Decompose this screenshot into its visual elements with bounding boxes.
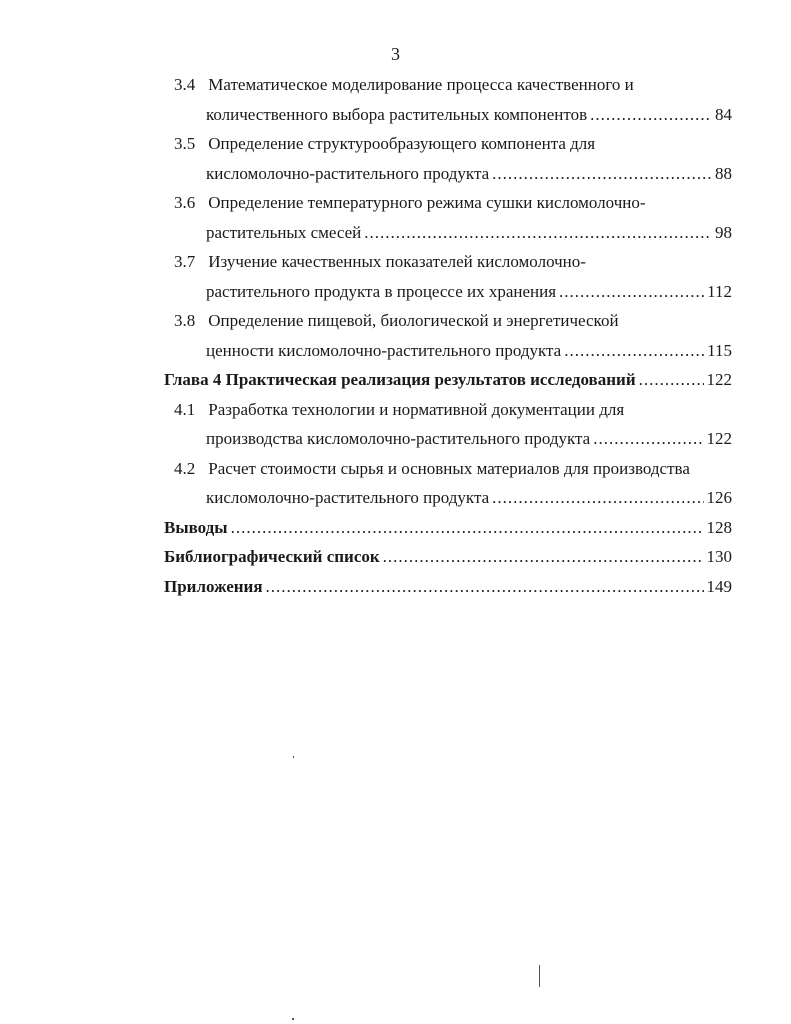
dot-leader xyxy=(266,572,704,602)
section-number: 4.1 xyxy=(174,399,196,419)
section-number: 3.5 xyxy=(174,134,196,153)
page-ref: 122 xyxy=(706,370,732,389)
dot-leader xyxy=(593,424,703,454)
section-title-continued: кисломолочно-растительного продукта xyxy=(206,163,490,183)
scan-mark xyxy=(539,965,540,987)
dot-leader xyxy=(383,542,704,572)
dot-leader xyxy=(364,218,712,248)
section-title: Библиографический список xyxy=(164,547,380,566)
section-title-continued: количественного выбора растительных компонентов xyxy=(206,104,588,124)
section-title-continued: растительных смесей xyxy=(206,222,362,242)
section-title-continued: производства кисломолочно-растительного продукта xyxy=(206,429,591,448)
section-title: Математическое моделирование процесса качественного и xyxy=(208,75,634,94)
section-number: 4.2 xyxy=(174,458,196,478)
toc-entry-appendices[interactable] xyxy=(164,572,732,602)
dot-leader xyxy=(492,483,703,513)
section-title: Разработка технологии и нормативной документации для xyxy=(208,399,625,419)
page-ref: 149 xyxy=(706,576,732,596)
toc-entry-chapter-4[interactable] xyxy=(164,365,732,395)
section-title: Определение структурообразующего компонента для xyxy=(208,134,596,153)
toc-entry-3-4[interactable] xyxy=(164,70,732,129)
dot-leader xyxy=(639,365,704,395)
table-of-contents xyxy=(164,70,732,601)
page-ref: 98 xyxy=(715,222,732,242)
dot-leader xyxy=(564,336,704,366)
dot-leader xyxy=(559,277,704,307)
section-title-continued: кисломолочно-растительного продукта xyxy=(206,488,490,507)
section-title: Определение пищевой, биологической и энергетической xyxy=(208,311,619,330)
section-number: 3.4 xyxy=(174,75,196,94)
dot-leader xyxy=(231,513,704,543)
section-title: Приложения xyxy=(164,576,263,596)
page-ref: 128 xyxy=(706,517,732,537)
toc-entry-4-2[interactable] xyxy=(164,454,732,513)
section-title: Выводы xyxy=(164,517,228,537)
page-number: 3 xyxy=(391,44,400,64)
toc-entry-3-8[interactable] xyxy=(164,306,732,365)
page-ref: 126 xyxy=(706,488,732,507)
section-title-continued: ценности кисломолочно-растительного продукта xyxy=(206,340,562,360)
section-title-continued: растительного продукта в процессе их хранения xyxy=(206,281,557,301)
toc-entry-conclusions[interactable] xyxy=(164,513,732,543)
scan-speck xyxy=(292,1018,294,1020)
dot-leader xyxy=(492,159,712,189)
scan-speck xyxy=(293,756,294,758)
section-number: 3.8 xyxy=(174,311,196,330)
toc-entry-bibliography[interactable] xyxy=(164,542,732,572)
toc-entry-4-1[interactable] xyxy=(164,395,732,454)
page-ref: 112 xyxy=(707,281,732,301)
chapter-title: Глава 4 Практическая реализация результатов исследований xyxy=(164,370,636,389)
page-ref: 88 xyxy=(715,163,732,183)
section-title: Расчет стоимости сырья и основных материалов для производства xyxy=(208,458,690,478)
page-ref: 122 xyxy=(706,429,732,448)
dot-leader xyxy=(590,100,712,130)
toc-entry-3-5[interactable] xyxy=(164,129,732,188)
page-ref: 115 xyxy=(707,340,732,360)
page-ref: 84 xyxy=(715,104,732,124)
section-title: Изучение качественных показателей кисломолочно- xyxy=(208,252,586,271)
toc-entry-3-7[interactable] xyxy=(164,247,732,306)
section-number: 3.6 xyxy=(174,193,196,212)
section-title: Определение температурного режима сушки кисломолочно- xyxy=(208,193,646,212)
section-number: 3.7 xyxy=(174,252,196,271)
page-ref: 130 xyxy=(706,547,732,566)
toc-entry-3-6[interactable] xyxy=(164,188,732,247)
